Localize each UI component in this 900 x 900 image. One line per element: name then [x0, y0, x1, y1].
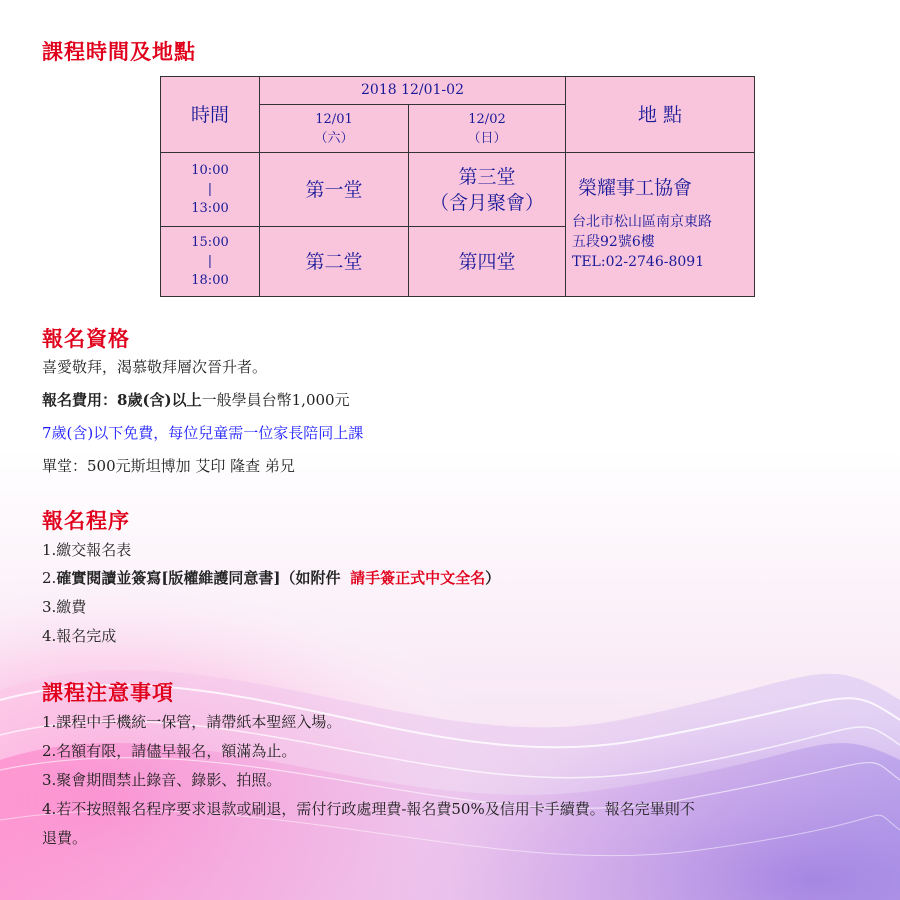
session2-cell: 第二堂 [260, 227, 409, 297]
location-header: 地 點 [566, 77, 755, 153]
session4-cell: 第四堂 [409, 227, 566, 297]
venue-name: 榮耀事工協會 [578, 177, 693, 199]
eligibility-child-line: 7歲(含)以下免費，每位兒童需一位家長陪同上課 [42, 424, 364, 442]
note-4-line-1: 4.若不按照報名程序要求退款或刷退，需付行政處理費-報名費50%及信用卡手續費。報名完畢則不 [42, 800, 695, 818]
note-1: 1.課程中手機統一保管，請帶紙本聖經入場。 [42, 713, 342, 731]
procedure-step-3: 3.繳費 [42, 598, 87, 616]
schedule-table [160, 76, 755, 297]
venue-phone: TEL:02-2746-8091 [572, 254, 705, 270]
notes-section-title: 課程注意事項 [42, 680, 174, 705]
venue-cell [566, 153, 755, 297]
step2-text: 確實閱讀並簽寫[版權維護同意書]（如附件 [56, 569, 341, 587]
step2-end: ） [485, 569, 501, 587]
slot2-end: 18:00 [191, 273, 229, 288]
day1-weekday: （六） [314, 130, 354, 146]
venue-address-2: 五段92號6樓 [572, 234, 655, 250]
slot2-sep: | [207, 254, 213, 269]
session3-subtitle: （含月聚會） [429, 191, 544, 214]
note-3: 3.聚會期間禁止錄音、錄影、拍照。 [42, 771, 282, 789]
slot1-sep: | [207, 182, 213, 197]
procedure-step-1: 1.繳交報名表 [42, 541, 132, 559]
procedure-step-2 [42, 567, 500, 588]
slot2-time [161, 227, 260, 297]
time-header: 時間 [161, 77, 260, 153]
slot1-time [161, 153, 260, 227]
eligibility-section-title: 報名資格 [42, 326, 130, 351]
procedure-section-title: 報名程序 [42, 508, 130, 533]
slot1-end: 13:00 [191, 201, 229, 216]
fee-amount: 一般學員台幣1,000元 [201, 391, 350, 409]
venue-address-1: 台北市松山區南京東路 [572, 214, 712, 230]
step2-number: 2. [42, 569, 57, 587]
eligibility-single-session-line: 單堂：500元斯坦博加 艾印 隆查 弟兄 [42, 457, 295, 475]
day2-header [409, 105, 566, 153]
schedule-section-title: 課程時間及地點 [42, 39, 196, 64]
eligibility-line-1: 喜愛敬拜，渴慕敬拜層次晉升者。 [42, 358, 268, 376]
fee-label: 報名費用：8歲(含)以上 [42, 391, 202, 409]
session1-cell: 第一堂 [260, 153, 409, 227]
slot2-start: 15:00 [191, 235, 229, 250]
procedure-step-4: 4.報名完成 [42, 627, 117, 645]
date-range-header: 2018 12/01-02 [260, 77, 566, 105]
day2-weekday: （日） [467, 130, 507, 146]
note-4-line-2: 退費。 [42, 829, 88, 847]
session3-cell [409, 153, 566, 227]
session3-title: 第三堂 [458, 165, 516, 188]
step2-signature-note: 請手簽正式中文全名 [350, 569, 486, 587]
eligibility-fee-line [42, 389, 350, 410]
day2-date: 12/02 [468, 111, 506, 127]
slot1-start: 10:00 [191, 163, 229, 178]
day1-header [260, 105, 409, 153]
note-2: 2.名額有限，請儘早報名，額滿為止。 [42, 742, 297, 760]
day1-date: 12/01 [315, 111, 353, 127]
